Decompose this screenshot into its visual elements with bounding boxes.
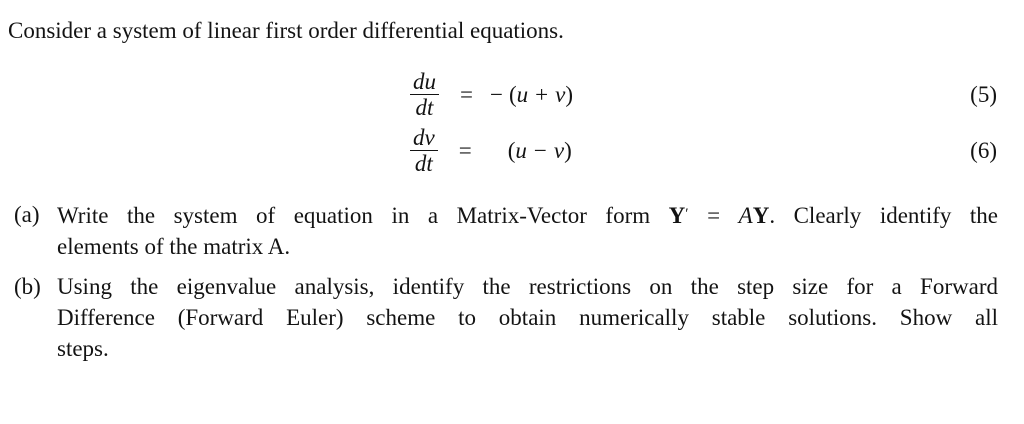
- negative-sign: −: [489, 81, 503, 107]
- intro-text: Consider a system of linear first order differential equations.: [8, 18, 564, 43]
- part-b-line3: steps.: [57, 336, 109, 362]
- equals-segment: =: [688, 203, 739, 229]
- variable-v: v: [555, 81, 566, 107]
- rhs-expression: [508, 135, 572, 166]
- part-b-label: (b): [14, 274, 41, 300]
- equations-block: [0, 66, 1024, 178]
- equation-number-5: (5): [970, 81, 997, 107]
- equation-row-5: [0, 66, 1024, 122]
- vector-y-prime-symbol: Y: [668, 203, 686, 229]
- text-segment-end: . Clearly identify the: [769, 203, 998, 229]
- part-a-line1: [57, 199, 998, 231]
- rhs-expression: [509, 79, 573, 110]
- matrix-a-symbol: A: [738, 203, 753, 229]
- minus-operator: −: [533, 137, 547, 163]
- variable-u: u: [516, 81, 529, 107]
- part-a-line2: elements of the matrix A.: [57, 234, 291, 260]
- variable-v: v: [553, 137, 565, 163]
- part-b-line2: Difference (Forward Euler) scheme to obtain numerically stable solutions. Show all: [57, 305, 998, 331]
- fraction-denominator: dt: [414, 150, 433, 176]
- prime-mark: ′: [685, 206, 689, 222]
- part-a-label: (a): [14, 202, 40, 227]
- open-paren: (: [508, 81, 517, 107]
- fraction-dv-dt: [410, 124, 438, 176]
- vector-y-symbol: Y: [752, 203, 770, 229]
- part-b-item: [0, 271, 1024, 364]
- part-a-item: [0, 199, 1024, 262]
- fraction-denominator: dt: [415, 94, 434, 120]
- equals-sign: =: [458, 137, 472, 163]
- close-paren: ): [565, 81, 574, 107]
- fraction-numerator: dv: [410, 127, 438, 151]
- open-paren: (: [507, 137, 516, 163]
- equation-number-6: (6): [970, 137, 997, 163]
- part-b-line1: Using the eigenvalue analysis, identify the restrictions on the step size for a Forward: [57, 274, 998, 300]
- text-segment: Write the system of equation in a Matrix-Vector form: [57, 203, 669, 229]
- part-b-body: [57, 271, 998, 364]
- fraction-du-dt: [410, 68, 439, 120]
- close-paren: ): [564, 137, 572, 163]
- plus-operator: +: [535, 81, 549, 107]
- equation-row-6: [0, 122, 1024, 178]
- equals-sign: =: [460, 81, 473, 107]
- part-a-body: [57, 199, 998, 262]
- variable-u: u: [515, 137, 527, 163]
- fraction-numerator: du: [410, 71, 439, 95]
